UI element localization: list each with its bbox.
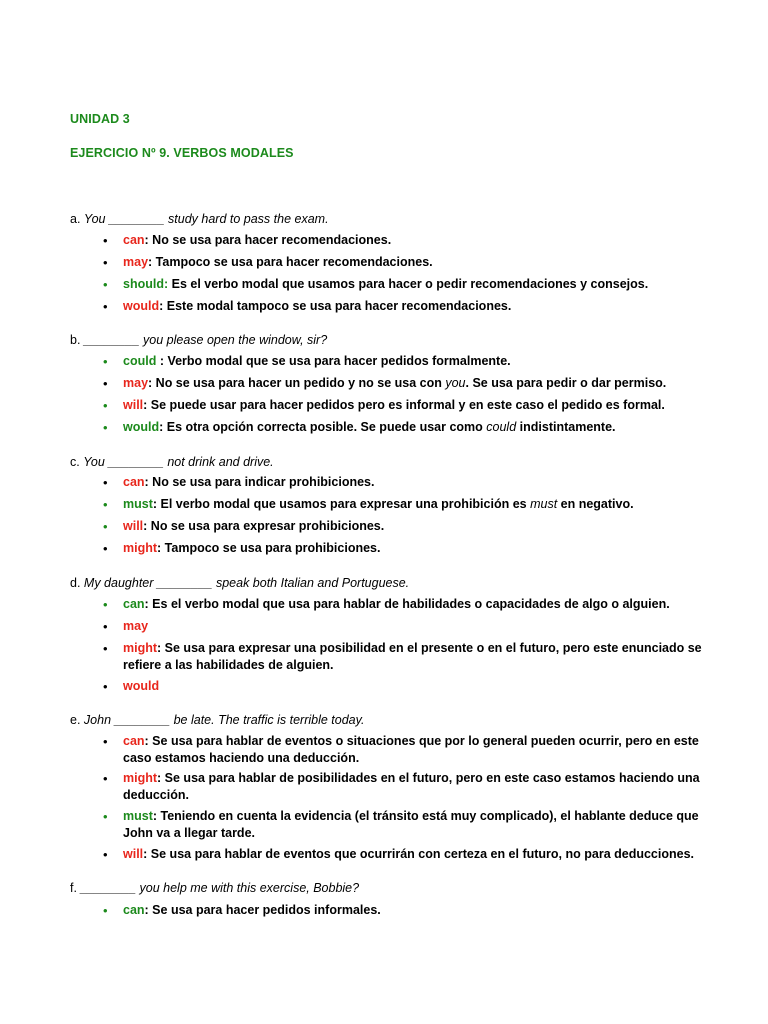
question-letter: c. xyxy=(70,455,80,469)
option-item xyxy=(103,846,713,863)
option-item xyxy=(103,640,713,674)
option-item xyxy=(103,770,713,804)
option-word: might xyxy=(123,541,158,555)
option-explanation: : Tampoco se usa para hacer recomendaciones. xyxy=(148,255,433,269)
question-letter: d. xyxy=(70,576,81,590)
option-item xyxy=(103,254,713,271)
question-sentence: ________ you help me with this exercise, Bobbie? xyxy=(80,881,360,895)
question-sentence: You ________ study hard to pass the exam. xyxy=(83,212,329,226)
option-item xyxy=(103,474,713,491)
option-word: can xyxy=(123,597,145,611)
option-explanation: : Es otra opción correcta posible. Se puede usar como could indistintamente. xyxy=(159,420,616,434)
option-explanation: : Tampoco se usa para prohibiciones. xyxy=(157,541,381,555)
exercise-title: EJERCICIO Nº 9. VERBOS MODALES xyxy=(70,146,294,160)
question-sentence: John ________ be late. The traffic is terrible today. xyxy=(83,713,365,727)
option-word: will xyxy=(123,847,144,861)
option-explanation: : No se usa para expresar prohibiciones. xyxy=(143,519,385,533)
option-explanation: : Se usa para hablar de eventos o situaciones que por lo general pueden ocurrir, pero en este caso estamos haciendo una deducción. xyxy=(123,734,699,765)
unit-heading: UNIDAD 3 xyxy=(70,112,130,126)
option-explanation: Es el verbo modal que usamos para hacer o pedir recomendaciones y consejos. xyxy=(168,277,649,291)
option-item xyxy=(103,298,713,315)
option-item xyxy=(103,902,713,919)
option-item xyxy=(103,276,713,293)
bullet-icon: • xyxy=(103,541,108,556)
question-letter: b. xyxy=(70,333,81,347)
bullet-icon: • xyxy=(103,497,108,512)
bullet-icon: • xyxy=(103,475,108,490)
question-c xyxy=(70,455,274,469)
option-item xyxy=(103,733,713,767)
option-word: may xyxy=(123,376,149,390)
bullet-icon: • xyxy=(103,277,108,292)
option-word: can xyxy=(123,903,145,917)
bullet-icon: • xyxy=(103,233,108,248)
option-item xyxy=(103,518,713,535)
option-explanation: : Verbo modal que se usa para hacer pedidos formalmente. xyxy=(156,354,511,368)
option-item xyxy=(103,419,713,436)
bullet-icon: • xyxy=(103,809,108,824)
bullet-icon: • xyxy=(103,420,108,435)
question-sentence: You ________ not drink and drive. xyxy=(83,455,274,469)
option-explanation: : Es el verbo modal que usa para hablar de habilidades o capacidades de algo o alguien. xyxy=(144,597,670,611)
bullet-icon: • xyxy=(103,771,108,786)
option-word: might xyxy=(123,641,158,655)
option-item xyxy=(103,232,713,249)
option-word: must xyxy=(123,497,153,511)
option-word: would xyxy=(123,679,160,693)
bullet-icon: • xyxy=(103,255,108,270)
option-item xyxy=(103,496,713,513)
question-e xyxy=(70,713,364,727)
question-sentence: ________ you please open the window, sir? xyxy=(83,333,328,347)
option-item xyxy=(103,375,713,392)
option-explanation: : Se puede usar para hacer pedidos pero es informal y en este caso el pedido es formal. xyxy=(143,398,665,412)
option-word: can xyxy=(123,475,145,489)
option-explanation: : El verbo modal que usamos para expresar una prohibición es must en negativo. xyxy=(152,497,634,511)
question-d xyxy=(70,576,409,590)
option-word: may xyxy=(123,255,149,269)
option-explanation: : No se usa para indicar prohibiciones. xyxy=(144,475,375,489)
bullet-icon: • xyxy=(103,354,108,369)
option-word: would xyxy=(123,420,160,434)
option-explanation: : No se usa para hacer un pedido y no se usa con you. Se usa para pedir o dar permiso. xyxy=(148,376,667,390)
bullet-icon: • xyxy=(103,619,108,634)
bullet-icon: • xyxy=(103,376,108,391)
question-letter: a. xyxy=(70,212,81,226)
option-word: will xyxy=(123,398,144,412)
option-item xyxy=(103,596,713,613)
bullet-icon: • xyxy=(103,398,108,413)
bullet-icon: • xyxy=(103,597,108,612)
option-item xyxy=(103,678,713,695)
option-word: would xyxy=(123,299,160,313)
option-word: will xyxy=(123,519,144,533)
question-a xyxy=(70,212,329,226)
option-item xyxy=(103,618,713,635)
bullet-icon: • xyxy=(103,903,108,918)
option-item xyxy=(103,540,713,557)
bullet-icon: • xyxy=(103,519,108,534)
option-word: can xyxy=(123,233,145,247)
option-item xyxy=(103,808,713,842)
option-word: should: xyxy=(123,277,169,291)
bullet-icon: • xyxy=(103,847,108,862)
option-explanation: : Se usa para expresar una posibilidad en el presente o en el futuro, pero este enunciado se refiere a las habilidades de alguien. xyxy=(123,641,702,672)
question-b xyxy=(70,333,327,347)
bullet-icon: • xyxy=(103,734,108,749)
question-letter: e. xyxy=(70,713,81,727)
question-letter: f. xyxy=(70,881,77,895)
option-item xyxy=(103,353,713,370)
option-explanation: : Teniendo en cuenta la evidencia (el tránsito está muy complicado), el hablante deduce que John va a llegar tarde. xyxy=(123,809,699,840)
question-f xyxy=(70,881,359,895)
option-word: might xyxy=(123,771,158,785)
option-explanation: : Se usa para hablar de eventos que ocurrirán con certeza en el futuro, no para deducciones. xyxy=(143,847,695,861)
option-item xyxy=(103,397,713,414)
option-explanation: : No se usa para hacer recomendaciones. xyxy=(144,233,392,247)
option-explanation: : Se usa para hacer pedidos informales. xyxy=(144,903,381,917)
option-word: may xyxy=(123,619,149,633)
option-word: could xyxy=(123,354,157,368)
bullet-icon: • xyxy=(103,679,108,694)
option-word: must xyxy=(123,809,153,823)
option-word: can xyxy=(123,734,145,748)
bullet-icon: • xyxy=(103,641,108,656)
question-sentence: My daughter ________ speak both Italian and Portuguese. xyxy=(83,576,410,590)
option-explanation: : Se usa para hablar de posibilidades en el futuro, pero en este caso estamos haciendo una deducción. xyxy=(123,771,700,802)
bullet-icon: • xyxy=(103,299,108,314)
option-explanation: : Este modal tampoco se usa para hacer recomendaciones. xyxy=(159,299,512,313)
